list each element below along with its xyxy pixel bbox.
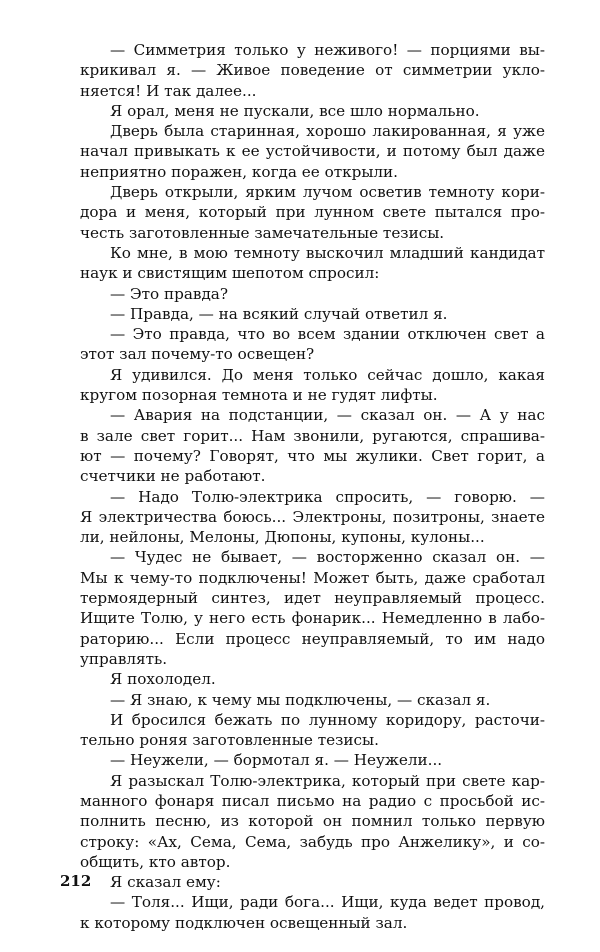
text-line: манного фонаря писал письмо на радио с просьбой ис- — [80, 791, 545, 810]
text-line: Ко мне, в мою темноту выскочил младший кандидат — [110, 243, 545, 262]
text-line: начал привыкать к ее устойчивости, и потому был даже — [80, 142, 545, 161]
text-line: — Симметрия только у неживого! — порциями вы- — [110, 41, 545, 59]
text-line: честь заготовленные замечательные тезисы. — [80, 223, 445, 242]
text-line: — Неужели, — бормотал я. — Неужели... — [110, 751, 443, 770]
text-line: — Правда, — на всякий случай ответил я. — [110, 304, 448, 323]
text-line: управлять. — [80, 649, 168, 668]
text-line: Мы к чему-то подключены! Может быть, даже сработал — [80, 568, 545, 587]
text-line: няется! И так далее... — [80, 81, 257, 100]
text-line: — Авария на подстанции, — сказал он. — А у нас — [110, 406, 545, 425]
text-line: Дверь открыли, ярким лучом осветив темноту кори- — [110, 183, 545, 202]
text-line: кругом позорная темнота и не гудят лифты. — [80, 386, 438, 405]
text-line: Я сказал ему: — [110, 873, 221, 892]
text-line: — Это правда, что во всем здании отключен свет а — [110, 325, 545, 344]
text-line: Я разыскал Толю-электрика, который при свете кар- — [110, 771, 545, 790]
text-line: ют — почему? Говорят, что мы жулики. Свет горит, а — [80, 446, 545, 465]
text-line: тельно роняя заготовленные тезисы. — [80, 731, 379, 750]
text-line: Я орал, меня не пускали, все шло нормально. — [110, 101, 480, 120]
text-line: этот зал почему-то освещен? — [80, 345, 315, 364]
text-line: в зале свет горит... Нам звонили, ругаются, спрашива- — [80, 426, 545, 445]
text-line: раторию... Если процесс неуправляемый, то им надо — [80, 629, 545, 648]
body-text — [80, 40, 545, 933]
page-number: 212 — [60, 872, 92, 890]
text-line: дора и меня, который при лунном свете пытался про- — [80, 203, 545, 222]
text-line: ли, нейлоны, Мелоны, Дюпоны, купоны, кулоны... — [80, 528, 485, 547]
text-line: — Это правда? — [110, 284, 229, 303]
text-line: полнить песню, из которой он помнил только первую — [80, 812, 545, 831]
text-line: Дверь была старинная, хорошо лакированная, я уже — [110, 122, 545, 141]
text-line: — Надо Толю-электрика спросить, — говорю. — — [110, 487, 545, 506]
text-line: — Я знаю, к чему мы подключены, — сказал я. — [110, 690, 491, 709]
text-line: термоядерный синтез, идет неуправляемый процесс. — [80, 589, 545, 608]
text-line: общить, кто автор. — [80, 852, 231, 871]
text-line: неприятно поражен, когда ее открыли. — [80, 162, 399, 181]
text-line: И бросился бежать по лунному коридору, расточи- — [110, 710, 545, 729]
text-line: Я удивился. До меня только сейчас дошло, какая — [110, 365, 545, 384]
text-line: наук и свистящим шепотом спросил: — [80, 264, 380, 283]
text-line: Я похолодел. — [110, 670, 216, 689]
text-line: Ищите Толю, у него есть фонарик... Немедленно в лабо- — [80, 609, 545, 628]
text-line: строку: «Ах, Сема, Сема, забудь про Анжелику», и со- — [80, 832, 545, 851]
text-line: Я электричества боюсь... Электроны, позитроны, знаете — [80, 507, 545, 526]
text-line: крикивал я. — Живое поведение от симметрии укло- — [80, 61, 545, 80]
text-line: — Толя... Ищи, ради бога... Ищи, куда ведет провод, — [110, 893, 545, 912]
text-line: к которому подключен освещенный зал. — [80, 913, 408, 932]
text-line: — Чудес не бывает, — восторженно сказал он. — — [110, 548, 545, 567]
text-line: счетчики не работают. — [80, 467, 266, 486]
